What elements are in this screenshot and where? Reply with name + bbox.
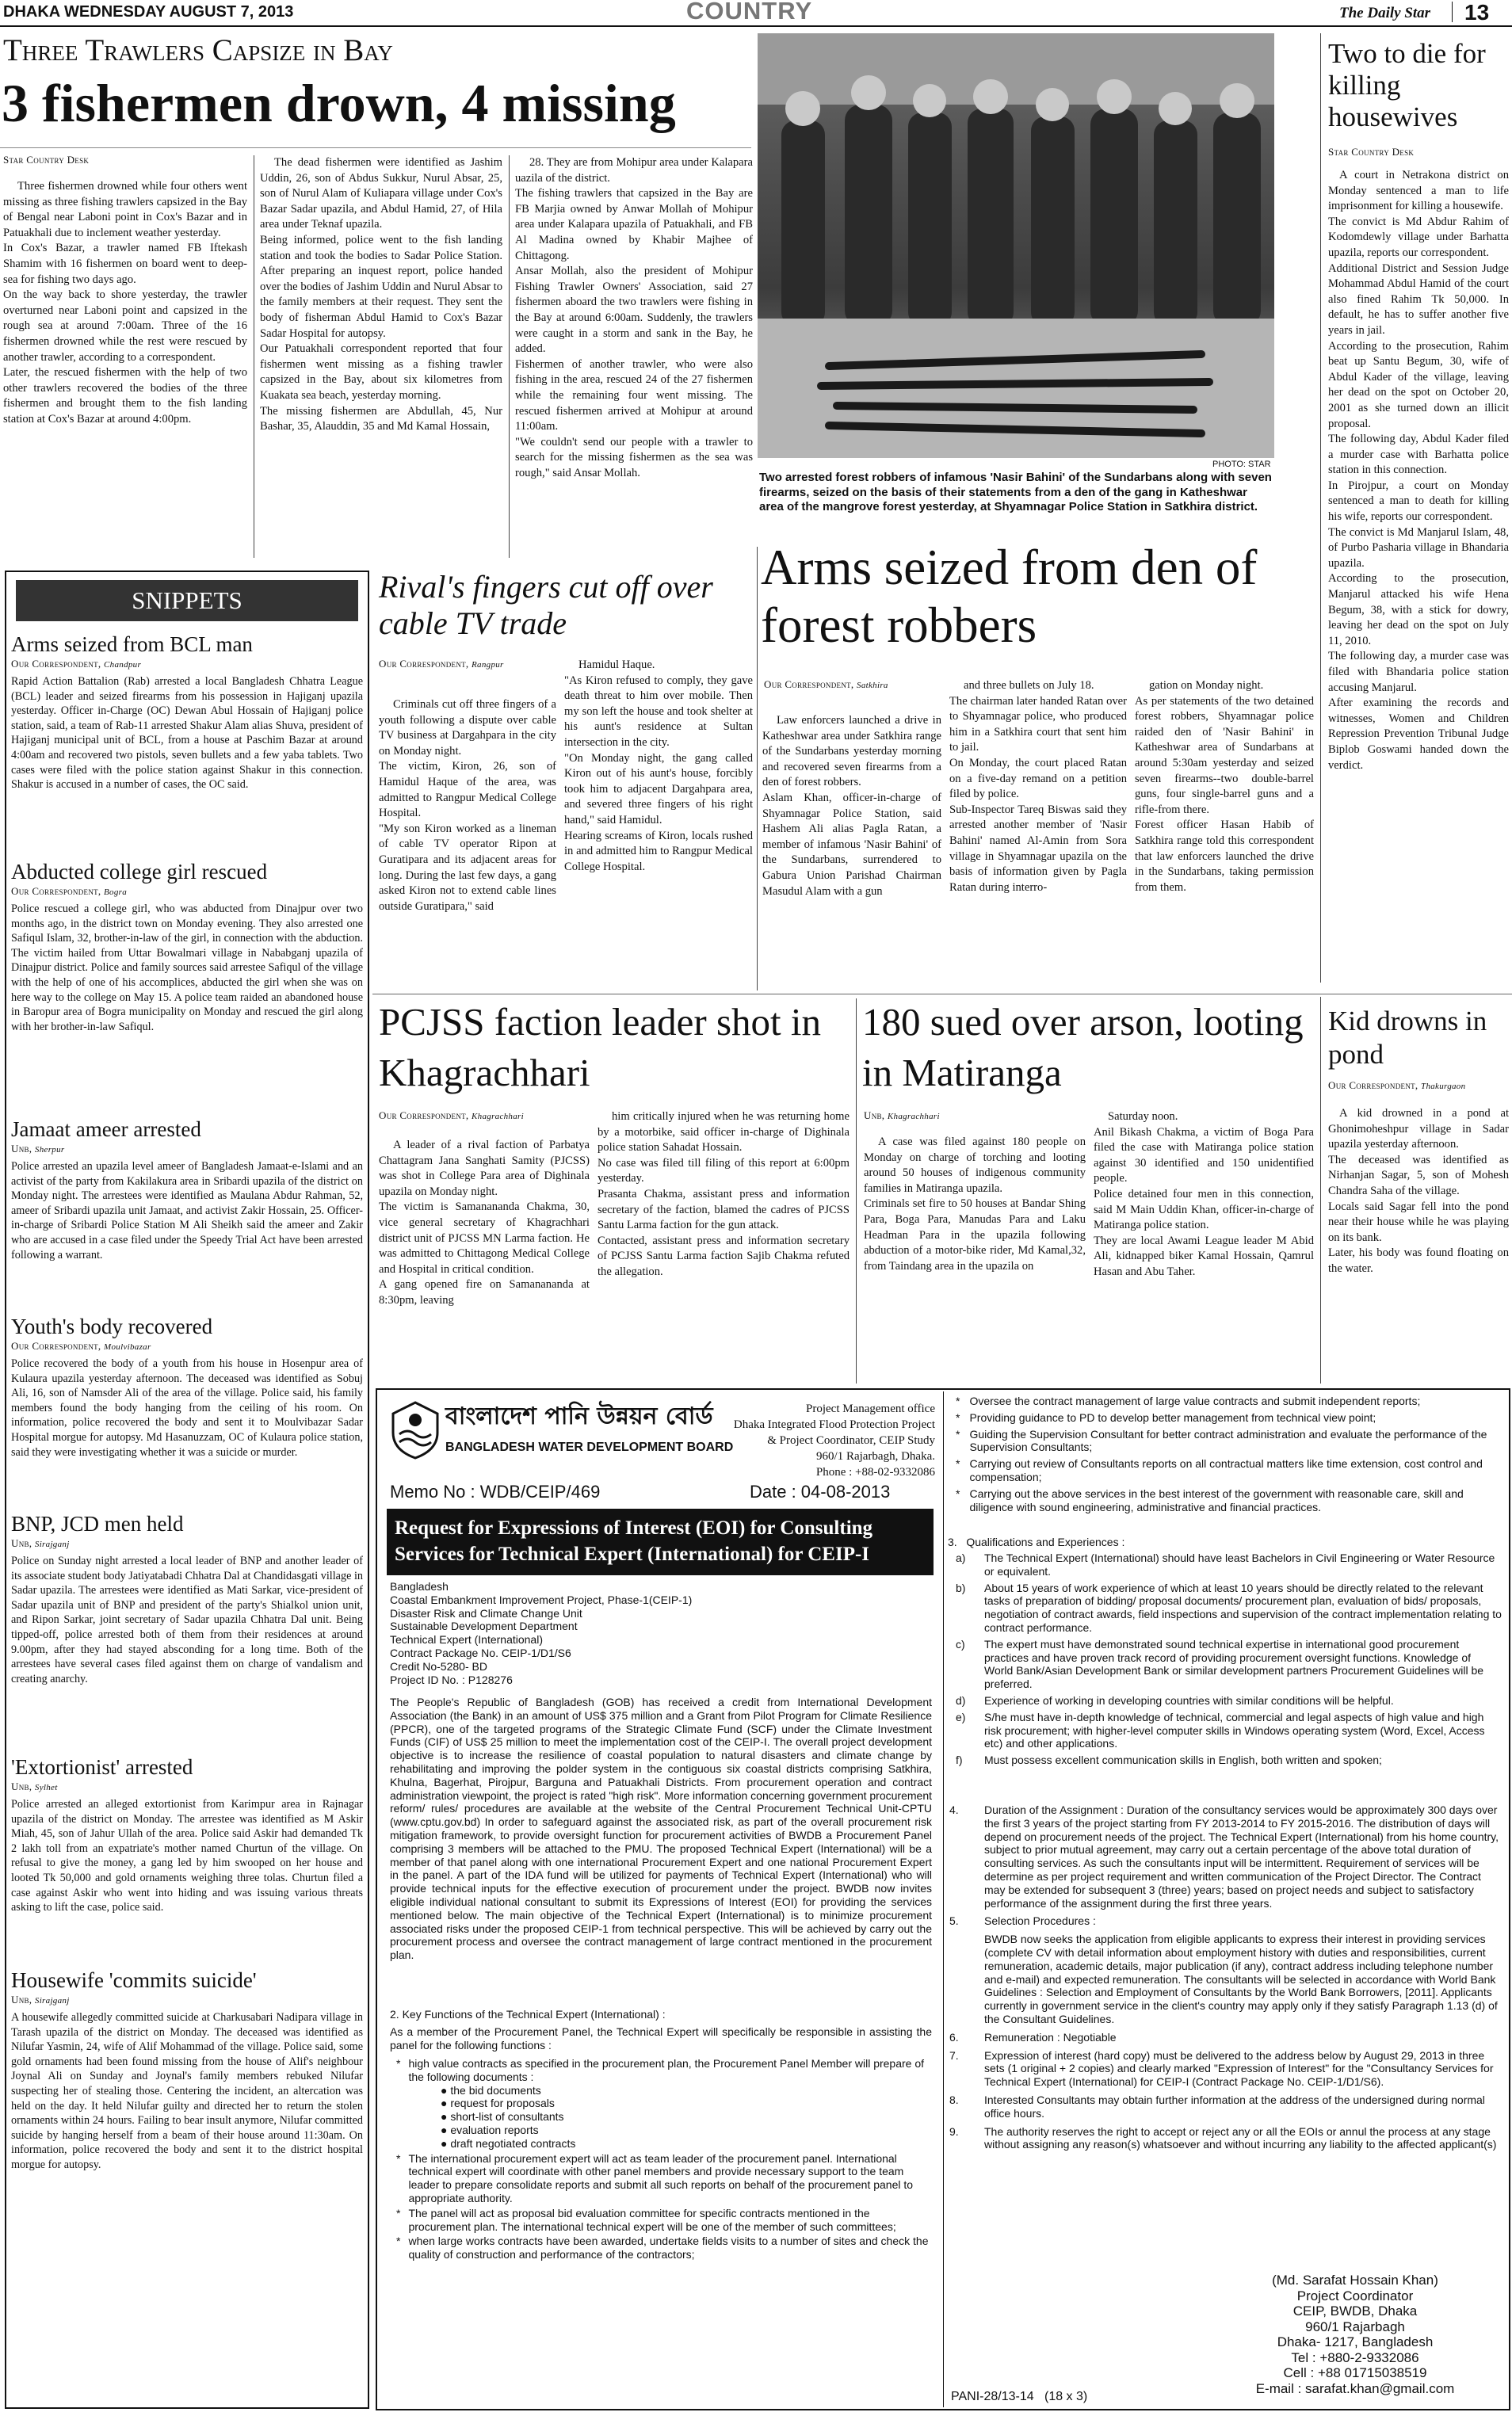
snippet-headline: Jamaat ameer arrested: [11, 1117, 201, 1141]
lead-kicker: Three Trawlers Capsize in Bay: [3, 33, 393, 67]
two-die-byline: Star Country Desk: [1328, 146, 1415, 158]
snippet-item: Abducted college girl rescued Our Correspondent, Bogra Police rescued a college girl, who was abducted from Dinajpur over two months ago, in the district town on Monday evening. They also arrested one Safiqul Islam, 32, brother-in-law of the girl, in connection with the abduction. The victim hailed from Uttar Bowalmari village in Nababganj upazila of Dinajpur district. Police and family sources said arrestee Safiqul of the village with the help of one of his accomplices, abducted the girl when she was on here way to the college on May 15. A police team raided an abandoned house in Baropur area of Bogra municipality on Monday and rescued the girl along with her brother-in-law Safiqul.: [11, 858, 363, 1109]
oversight-item: Providing guidance to PD to develop better management from technical view point;: [969, 1410, 1376, 1424]
snippet-byline: Our Correspondent: [11, 658, 98, 670]
arms-col1: Law enforcers launched a drive in Katheshwar area under Satkhira range of the Sundarbans yesterday morning and recovered seven firearms from a den of forest robbers. Aslam Khan, officer-in-charge of Shyamnagar Police Station, said Hashem Ali alias Pagla Ratan, a member of infamous 'Nasir Bahini' of the Sundarbans, surrendered to Gabura Union Parishad Chairman Masudul Alam with a gun: [762, 714, 941, 898]
rival-byline: Our Correspondent: [379, 658, 466, 670]
section-item: Expression of interest (hard copy) must be delivered to the address below by August 29, 2013 in three sets (1 original + 2 copies) and clearly marked "Expression of Interest" for the "Consultancy Services for Technical Expert (International) for CEIP-I (Contract Package No. CEIP-1/D1/S6).: [984, 2048, 1494, 2089]
snippet-headline: Youth's body recovered: [11, 1315, 213, 1338]
snippet-body: Police arrested an upazila level ameer of Bangladesh Jamaat-e-Islami and an activist of the party from Kakilakura area in Sribardi upazila of the district on Monday night. The arrestees were identified as Maulana Abdur Rahman, 52, ameer of Sribardi upazila unit Jamaat, and activist Zakir Hossain, 25. Officer-in-charge of Sribardi Police Station M Ali Sheikh said the ameer and Zakir who are accused in a case filed under the Speedy Trial Act have been arrested following a warrant.: [11, 1160, 363, 1261]
ad-reference: PANI-28/13-14 (18 x 3): [951, 2390, 1088, 2403]
pcjss-headline: PCJSS faction leader shot in Khagrachhari: [379, 1000, 822, 1094]
snippet-place: Moulvibazar: [104, 1342, 151, 1352]
snippet-place: Bogra: [104, 887, 128, 897]
masthead: [0, 0, 1512, 27]
qualification-item: S/he must have in-depth knowledge of technical, commercial and legal aspects of high value and high risk procurement; with higher-level computer skills in Windows operating system (Word, Excel, Access etc) and other applications.: [984, 1710, 1485, 1750]
section-item: BWDB now seeks the application from eligible applicants to express their interest in providing services (complete CV with detail information about employment history with duties and responsibilities, current remuneration, academic details, major publication (if any), contract address including telephone number and e-mail) and expected remuneration. The consultants will be selected in accordance with World Bank Guidelines : Selection and Employment of Consultants by the World Bank Borrowers, [2011]. Applicants currently in government service in the client's country may apply only if they satisfy Paragraph 1.13 (d) of the Consultant Guidelines.: [984, 1933, 1498, 2025]
doc-item: ● the bid documents: [441, 2083, 541, 2097]
eoi-title-banner: Request for Expressions of Interest (EOI) for Consulting Services for Technical Expert (International) for CEIP-I: [387, 1509, 934, 1575]
dateline: DHAKA WEDNESDAY AUGUST 7, 2013: [3, 3, 294, 21]
section-item: Duration of the Assignment : Duration of the consultancy services would be approximately 300 days over the first 3 years of the project starting from FY 2013-2014 to FY 2015-2016. The distribution of days will depend on procurement needs of the project. The Technical Expert (International) from his home country, subject to prior mutual agreement, may carry out a certain percentage of the above total duration of consulting services. As such the consultants input will be intermittent. Requirement of services will be determine as per project requirement and written communication of the Project Director. The Contract may be extended for subsequent 3 (three) years; based on project needs and subject to satisfactory performance of the assignment during the first three years.: [984, 1803, 1499, 1910]
snippet-byline: Our Correspondent: [11, 1340, 98, 1352]
arms-headline: Arms seized from den of forest robbers: [761, 540, 1258, 653]
project-info: Bangladesh Coastal Embankment Improvement Project, Phase-1(CEIP-1) Disaster Risk and Climate Change Unit Sustainable Development Department Technical Expert (International) Contract Package No. CEIP-1/D1/S6 Credit No-5280- BD Project ID No. : P128276: [390, 1580, 693, 1686]
snippet-place: Sylhet: [34, 1783, 58, 1792]
qualification-item: The Technical Expert (International) should have least Bachelors in Civil Engineering or Water Resource or equivalent.: [984, 1552, 1495, 1578]
pcjss-place: Khagrachhari: [472, 1112, 524, 1121]
bwdb-logo: [390, 1401, 441, 1460]
doc-item: ● draft negotiated contracts: [441, 2136, 576, 2150]
snippet-body: Police rescued a college girl, who was abducted from Dinajpur over two months ago, in the district town on Monday evening. They also arrested one Safiqul Islam, 32, brother-in-law of the girl, in connection with the abduction. The victim hailed from Uttar Bowalmari village in Nababganj upazila of Dinajpur district. Police and family sources said arrestee Safiqul of the village with the help of one of his accomplices, abducted the girl when she was on here way to the college on May 15. A police team raided an abandoned house in Baropur area of Bogra municipality on Monday and rescued the girl along with her brother-in-law Safiqul.: [11, 903, 363, 1033]
arms-place: Satkhira: [857, 681, 888, 690]
oversight-item: Guiding the Supervision Consultant for better contract administration and evaluate the performance of the Supervision Consultants;: [969, 1427, 1487, 1454]
key-function-item: high value contracts as specified in the procurement plan, the Procurement Panel Member will prepare of the following documents :: [408, 2057, 925, 2083]
snippet-byline: Unb: [11, 1781, 29, 1792]
snippet-headline: Housewife 'commits suicide': [11, 1968, 257, 1992]
snippet-item: Jamaat ameer arrested Unb, Sherpur Police arrested an upazila level ameer of Bangladesh Jamaat-e-Islami and an activist of the party from Kakilakura area in Sribardi upazila of the district on Monday night. The arrestees were identified as Maulana Abdur Rahman, 52, ameer of Sribardi upazila unit Jamaat, and activist Zakir Hossain, 25. Officer-in-charge of Sribardi Police Station M Ali Sheikh said the ameer and Zakir who are accused in a case filed under the Speedy Trial Act have been arrested following a warrant.: [11, 1116, 363, 1307]
arms-col3: gation on Monday night. As per statements of the two detained forest robbers, Shyamnagar police raided den of 'Nasir Bahini' in Katheshwar area of Sundarbans at around 5:30am yesterday and seized seven firearms--two double-barrel guns, four single-barrel guns and a rifle-from there. Forest officer Hasan Habib of Satkhira range told this correspondent that law enforcers launched the drive in the Sundarbans, taking permission from them.: [1135, 679, 1314, 894]
doc-item: ● request for proposals: [441, 2097, 555, 2110]
qualification-item: About 15 years of work experience of which at least 10 years should be directly related to the relevant tasks of preparation of bidding/ proposal documents/ procurement plan, evaluation of bids/ proposals, negotiation of contract awards, field inspections and supervision of the contract implementation relating to contract performance.: [984, 1581, 1502, 1634]
rival-headline: Rival's fingers cut off over cable TV trade: [379, 569, 713, 641]
signature-block: (Md. Sarafat Hossain Khan) Project Coordinator CEIP, BWDB, Dhaka 960/1 Rajarbagh Dhaka- 1217, Bangladesh Tel : +880-2-9332086 Cell : +88 01715038519 E-mail : sarafat.khan@gmail.com: [1255, 2273, 1455, 2396]
doc-item: ● short-list of consultants: [441, 2110, 564, 2124]
snippet-headline: Abducted college girl rescued: [11, 860, 268, 884]
sued-byline: Unb: [864, 1109, 882, 1121]
rival-place: Rangpur: [472, 660, 504, 670]
kid-headline: Kid drowns in pond: [1328, 1006, 1487, 1070]
bwdb-office-address: Project Management office Dhaka Integrated Flood Protection Project & Project Coordinator, CEIP Study 960/1 Rajarbagh, Dhaka. Phone : +88-02-9332086: [733, 1403, 935, 1479]
snippet-place: Sherpur: [34, 1145, 65, 1155]
key-functions-list: * high value contracts as specified in the procurement plan, the Procurement Panel Member will prepare of the following documents : ● the bid documents ● request for proposals ● short-list of consultants ● evaluation reports ● draft negotiated contracts * The international procurement expert will act as team leader of the procurement panel. International technical expert will coordinate with other panel members and provide necessary support to the team leader to prepare consolidate reports and submit all such reports on behalf of the procurement panel to appropriate authority. * The panel will act as proposal bid evaluation committee for specific contracts mentioned in the procurement plan. The international technical expert will be one of the member of such committees; * when large works contracts have been awarded, undertake fields visits to a number of sites and check the quality of construction and performance of the contractors;: [396, 2057, 930, 2261]
snippet-byline: Unb: [11, 1537, 29, 1549]
page-number: 13: [1464, 0, 1490, 25]
section-item: Interested Consultants may obtain further information at the address of the undersigned during normal office hours.: [984, 2093, 1485, 2120]
kid-body: A kid drowned in a pond at Ghonimoheshpur village in Sadar upazila yesterday afternoon. The deceased was identified as Nirhanjan Sagar, 5, son of Mohesh Chandra Saha of the village. Locals said Sagar fell into the pond near their house while he was playing on its bank. Later, his body was found floating on the water.: [1328, 1107, 1509, 1275]
section-title: COUNTRY: [686, 0, 813, 25]
arms-col2: and three bullets on July 18. The chairman later handed Ratan over to Shyamnagar police, who produced him in a Satkhira court that sent him to jail. On Monday, the court placed Ratan on a five-day remand on a petition filed by police. Sub-Inspector Tareq Biswas said they arrested another member of 'Nasir Bahini' named Al-Amin from Sora village in Shyamnagar upazila on the basis of information given by Pagla Ratan during interro-: [949, 679, 1127, 894]
snippets-list: [11, 631, 363, 2264]
snippet-body: Police recovered the body of a youth from his house in Hosenpur area of Kulaura upazila yesterday afternoon. The deceased was identified as Sobuj Ali, 16, son of Namsder Ali of the area of the village. Police said, his family members found the body hanging from the ceiling of his room. On information, police recovered the body and sent it to Moulvibazar Sadar Hospital morgue for autopsy. Md Hasanuzzam, OC of Kulaura police station, said they were investigating whether it was a suicide or murder.: [11, 1357, 363, 1459]
qualification-item: Experience of working in developing countries with similar conditions will be helpful.: [984, 1693, 1394, 1707]
lead-col2: The dead fishermen were identified as Jashim Uddin, 26, son of Abdus Sukkur, Nurul Absar, 25, son of Nurul Alam of Kuliapara village under Cox's Bazar Sadar upazila, and Abdul Hamid, 27, of Hila area under Teknaf upazila. Being informed, police went to the fish landing station and took the bodies to Sadar Police Station. After preparing an inquest report, police handed over the bodies of Jashim Uddin and Nurul Absar to the family members at their request. They sent the body of fisherman Abdul Hamid to Cox's Bazar Sadar Hospital for autopsy. Our Patuakhali correspondent reported that four fishermen went missing as a fishing trawler capsized in the Bay, about six kilometres from Kuakata sea beach, yesterday morning. The missing fishermen are Abdullah, 45, Nur Bashar, 35, Alauddin, 35 and Md Kamal Hossain,: [260, 156, 502, 433]
snippet-headline: 'Extortionist' arrested: [11, 1755, 193, 1779]
sued-col1: A case was filed against 180 people on Monday on charge of torching and looting around 50 houses of indigenous community families in Matiranga upazila. Criminals set fire to 50 houses at Bandar Shing Para, Boga Para, Manudas Para and Laku Headman Para in the upazila following abduction of a motor-bike rider, Md Kamal,32, from Taindang area in the upazila on: [864, 1135, 1086, 1273]
section-item: Selection Procedures :: [984, 1914, 1096, 1928]
bwdb-bangla-name: বাংলাদেশ পানি উন্নয়ন বোর্ড: [445, 1403, 713, 1430]
snippet-body: Rapid Action Battalion (Rab) arrested a local Bangladesh Chhatra League (BCL) leader and seized firearms from his possession in Hajiganj upazila yesterday. Officer in-Charge (OC) Dewan Abul Hossain of Hajiganj police station, said, a team of Rab-11 arrested Shakur Alam alias Shuva, president of Hajiganj municipal unit of BCL, from a house at Paschim Bazar at around 4:00am and recovered two pistols, seven bullets and a few yaba tablets. Two cases were filed with the police station against Shakur in this connection. Shakur is accused in a number of cases, the OC said.: [11, 675, 363, 792]
pcjss-col2: him critically injured when he was returning home by a motorbike, said officer in-charge of Dighinala police station Sahadat Hossain. No case was filed till filing of this report at 6:00pm yesterday. Prasanta Chakma, assistant press and information secretary of the faction, blamed the cadres of PJCSS Santu Larma faction for the gun attack. Contacted, assistant press and information secretary of PCJSS Santu Larma faction Sajib Chakma refuted the allegation.: [598, 1110, 850, 1278]
sued-headline: 180 sued over arson, looting in Matiranga: [862, 1000, 1304, 1094]
kid-place: Thakurgaon: [1421, 1082, 1466, 1091]
right-bullets: * Oversee the contract management of large value contracts and submit independent reports; * Providing guidance to PD to develop better management from technical view point; * Guiding the Supervision Consultant for better contract administration and evaluate the performance of the Supervision Consultants; * Carrying out review of Consultants reports on all contractual matters like time extension, cost control and compensation; * Carrying out the above services in the best interest of the government with reasonable care, skill and diligence with sound engineering, administrative and financial practices.: [956, 1395, 1502, 1517]
section-item: The authority reserves the right to accept or reject any or all the EOIs or annul the process at any stage without assigning any reason(s) whatsoever and without incurring any liability to the affected applicant(s): [984, 2124, 1497, 2151]
lead-byline: Star Country Desk: [3, 154, 90, 166]
snippet-byline: Unb: [11, 1143, 29, 1155]
photo-caption: Two arrested forest robbers of infamous 'Nasir Bahini' of the Sundarbans along with seven firearms, seized on the basis of their statements from a den of the gang in Katheshwar area of the mangrove forest yesterday, at Shyamnagar Police Station in Satkhira district.: [759, 471, 1272, 513]
memo-date: Date : 04-08-2013: [750, 1482, 891, 1502]
snippet-body: A housewife allegedly committed suicide at Charkusabari Nadipara village in Tarash upazila of the district on Monday. The deceased was identified as Nilufar Yasmin, 24, wife of Alif Mohammad of the village. Police said, some gold ornaments had been found missing from the house of Alif's neighbour Joynal Ali on Sunday and Joynal's family members rebuked Nilufar suspecting her of stealing those. Centering the incident, an altercation was held on the day. It held Nilufar guilty and directed her to return the stolen ornaments within 24 hours. Failing to bear insult anymore, Nilufar committed suicide by hanging herself from a beam of their house around 11:30am. On information, police recovered the body and sent it to the district hospital morgue for autopsy.: [11, 2011, 363, 2171]
snippet-headline: BNP, JCD men held: [11, 1512, 184, 1536]
snippet-body: Police arrested an alleged extortionist from Karimpur area in Rajnagar upazila of the district on Monday. The arrestee was identified as M Askir Miah, 45, son of Jahur Ullah of the area. Police said Askir had demanded Tk 2 lakh toll from an expatriate's mother named Churtun of the village. On refusal to give the money, a gang led by him swooped on her house and looted Tk 50,000 and gold ornaments weighing three tolas. Churtun filed a case against Askir who went into hiding and was issuing various threats asking to lift the case, police said.: [11, 1798, 363, 1914]
snippet-place: Sirajganj: [34, 1996, 70, 2006]
snippet-item: BNP, JCD men held Unb, Sirajganj Police on Sunday night arrested a local leader of BNP and another leader of its associate student body Jatiyatabadi Chhatra Dal at Chandidasgati village in Sadar upazila. The arrestees were identified as Mati Sarkar, vice-president of Sadar upazila unit of BNP and president of the party's Shialkol union unit, and Ripon Sarkar, joint secretary of Sadar upazila Chhatra Dal unit. Being tipped-off, police arrested both of them from their residences at around 9.00pm, after they had stayed absconding for a long time. Both of the arrestees have several cases filed against them on charge of vandalism and creating anarchy.: [11, 1510, 363, 1747]
two-die-headline: Two to die for killing housewives: [1328, 38, 1486, 132]
oversight-item: Oversee the contract management of large value contracts and submit independent reports;: [969, 1395, 1421, 1407]
key-function-item: when large works contracts have been awarded, undertake fields visits to a number of sites and check the quality of construction and performance of the contractors;: [408, 2235, 929, 2261]
bwdb-english-name: BANGLADESH WATER DEVELOPMENT BOARD: [445, 1441, 734, 1454]
rival-col2: Hamidul Haque. "As Kiron refused to comply, they gave death threat to him over mobile. Then my son left the house and took shelter at his aunt's residence at Sultan intersection in the city. "On Monday night, the gang called Kiron out of his aunt's house, forcibly took him to adjacent Dargahpara area, and severed three fingers of his right hand," said Hamidul. Hearing screams of Kiron, locals rushed in and admitted him to Rangpur Medical College Hospital.: [564, 658, 753, 873]
oversight-item: Carrying out the above services in the best interest of the government with reasonable care, skill and diligence with sound engineering, administrative and financial practices.: [969, 1487, 1464, 1513]
sued-col2: Saturday noon. Anil Bikash Chakma, a victim of Boga Para filed the case with Matiranga police station against 30 identified and 150 unidentified people. Police detained four men in this connection, said M Main Uddin Khan, officer-in-charge of Matiranga police station. They are local Awami League leader M Abid Ali, kidnapped biker Kamal Hossain, Qamrul Hasan and Abu Taher.: [1094, 1110, 1314, 1278]
snippet-item: Arms seized from BCL man Our Correspondent, Chandpur Rapid Action Battalion (Rab) arrested a local Bangladesh Chhatra League (BCL) leader and seized firearms from his possession in Hajiganj upazila yesterday. Officer in-Charge (OC) Dewan Abul Hossain of Hajiganj police station, said, a team of Rab-11 arrested Shakur Alam alias Shuva, president of Hajiganj municipal unit of BCL, from a house at Paschim Bazar at around 4:00am and recovered two pistols, seven bullets and a few yaba tablets. Two cases were filed with the police station against Shakur in this connection. Shakur is accused in a number of cases, the OC said.: [11, 631, 363, 852]
sued-place: Khagrachhari: [887, 1112, 940, 1121]
key-function-item: The panel will act as proposal bid evaluation committee for specific contracts mentioned in the procurement plan. The international technical expert will be one of the member of such committees;: [408, 2206, 896, 2233]
snippet-byline: Unb: [11, 1994, 29, 2006]
qualification-item: The expert must have demonstrated sound technical expertise in international good procurement practices and have proven track record of providing procurement oversight functions. Knowledge of World Bank/Asian Development Bank or similar development partners Procurement Guidelines will be preferred.: [984, 1637, 1484, 1691]
snippet-item: 'Extortionist' arrested Unb, Sylhet Police arrested an alleged extortionist from Karimpur area in Rajnagar upazila of the district on Monday. The arrestee was identified as M Askir Miah, 45, son of Jahur Ullah of the area. Police said Askir had demanded Tk 2 lakh toll from an expatriate's mother named Churtun of the village. On refusal to give the money, a gang led by him swooped on her house and looted Tk 50,000 and gold ornaments weighing three tolas. Churtun filed a case against Askir who went into hiding and was issuing various threats asking to lift the case, police said.: [11, 1754, 363, 1960]
oversight-item: Carrying out review of Consultants reports on all contractual matters like time extension, cost control and compensation;: [969, 1457, 1483, 1483]
memo-number: Memo No : WDB/CEIP/469: [390, 1482, 601, 1502]
snippet-byline: Our Correspondent: [11, 885, 98, 897]
doc-item: ● evaluation reports: [441, 2123, 539, 2136]
snippet-item: Youth's body recovered Our Correspondent, Moulvibazar Police recovered the body of a youth from his house in Hosenpur area of Kulaura upazila yesterday afternoon. The deceased was identified as Sobuj Ali, 16, son of Namsder Ali of the area of the village. Police said, his family members found the body hanging from the ceiling of his room. On information, police recovered the body and sent it to Moulvibazar Sadar Hospital morgue for autopsy. Md Hasanuzzam, OC of Kulaura police station, said they were investigating whether it was a suicide or murder.: [11, 1313, 363, 1504]
snippets-title: SNIPPETS: [16, 580, 358, 621]
key-functions-intro: As a member of the Procurement Panel, the Technical Expert will specifically be responsible in assisting the panel for the following functions :: [390, 2025, 932, 2052]
snippet-headline: Arms seized from BCL man: [11, 632, 253, 656]
photo-credit: PHOTO: STAR: [1212, 460, 1271, 469]
qualification-item: Must possess excellent communication skills in English, both written and spoken;: [984, 1754, 1382, 1767]
lead-col3: 28. They are from Mohipur area under Kalapara uazila of the district. The fishing trawlers that capsized in the Bay are FB Marjia owned by Anwar Mollah of Mohipur area under Kalapara upazila of Patuakhali, and FB Al Madina owned by Khabir Majhee of Chittagong. Ansar Mollah, also the president of Mohipur Fishing Trawler Owners' Association, said 27 fishermen aboard the two trawlers were fishing in the Bay at around 6:00am. Suddenly, the trawlers were caught in a storm and sank in the Bay, he added. Fishermen of another trawler, who were also fishing in the area, rescued 24 of the 27 fishermen while the remaining four went missing. The rescued fishermen arrived at Mohipur at around 11:00am. "We couldn't send our people with a trawler to search for the missing fishermen as the sea was rough," said Ansar Mollah.: [515, 156, 753, 479]
pcjss-col1: A leader of a rival faction of Parbatya Chattagram Jana Sanghati Samity (PJCSS) was shot in College Para area of Dighinala upazila on Monday night. The victim is Samanananda Chakma, 30, vice general secretary of Khagrachhari district unit of PJCSS MN Larma faction. He was admitted to Chittagong Medical College and Hospital in critical condition. A gang opened fire on Samanananda at 8:30pm, leaving: [379, 1139, 590, 1307]
lead-headline: 3 fishermen drown, 4 missing: [2, 73, 676, 133]
snippet-place: Chandpur: [104, 660, 142, 670]
snippet-item: Housewife 'commits suicide' Unb, Sirajganj A housewife allegedly committed suicide at Charkusabari Nadipara village in Tarash upazila of the district on Monday. The deceased was identified as Nilufar Yasmin, 24, wife of Alif Mohammad of the village. Police said, some gold ornaments had been found missing from the house of Alif's neighbour Joynal Ali on Sunday and Joynal's family members rebuked Nilufar suspecting her of stealing those. Centering the incident, an altercation was held on the day. It held Nilufar guilty and directed her to return the stolen ornaments within 24 hours. Failing to bear insult anymore, Nilufar committed suicide by hanging herself from a beam of their house around 11:30am. On information, police recovered the body and sent it to the district hospital morgue for autopsy.: [11, 1967, 363, 2264]
paper-name: The Daily Star: [1339, 5, 1431, 21]
key-functions-title: 2. Key Functions of the Technical Expert (International) :: [390, 2008, 666, 2021]
section-item: Remuneration : Negotiable: [984, 2030, 1117, 2044]
snippet-place: Sirajganj: [34, 1540, 70, 1549]
pcjss-byline: Our Correspondent: [379, 1109, 466, 1121]
numbered-sections: 4. Duration of the Assignment : Duration of the consultancy services would be approximately 300 days over the first 3 years of the project starting from FY 2013-2014 to FY 2015-2016. The distribution of days will depend on procurement needs of the project. The Technical Expert (International) from his home country, subject to prior mutual agreement, may carry out a certain percentage of the above total duration of consulting services. As such the consultants input will be intermittent. Requirement of services will be determine as per project requirement and written communication of the Project Director. The Contract may be extended for subsequent 3 (three) years; based on project needs and subject to satisfactory performance of the assignment during the first three years. 5. Selection Procedures : BWDB now seeks the application from eligible applicants to express their interest in providing services (complete CV with detail information about employment history with duties and responsibilities, current remuneration, academic details, major publication (if any), contract address including telephone number and e-mail) and expected remuneration. The consultants will be selected in accordance with World Bank Guidelines : Selection and Employment of Consultants by the World Bank Borrowers, [2011]. Applicants currently in government service in the client's country may apply only if they satisfy Paragraph 1.13 (d) of the Consultant Guidelines. 6. Remuneration : Negotiable 7. Expression of interest (hard copy) must be delivered to the address below by August 29, 2013 in three sets (1 original + 2 copies) and clearly marked "Expression of Interest" for the "Consultancy Services for Technical Expert (International) for CEIP-I (Contract Package No. CEIP-1/D1/S6). 8. Interested Consultants may obtain further information at the address of the undersigned during normal office hours. 9. The authority reserves the right to accept or reject any or all the EOIs or annul the process at any stage without assigning any reason(s) whatsoever and without incurring any liability to the affected applicant(s): [949, 1803, 1502, 2156]
kid-byline: Our Correspondent: [1328, 1079, 1415, 1091]
lead-col1: Three fishermen drowned while four others went missing as three fishing trawlers capsized in the Bay of Bengal near Laboni point in Cox's Bazar and in Patuakhali due to inclement weather yesterday. In Cox's Bazar, a trawler named FB Iftekash Shamim with 16 fishermen on board went to deep-sea for fishing two days ago. On the way back to shore yesterday, the trawler overturned near Laboni point and capsized in the rough sea at around 7:00am. Three of the 16 fishermen drowned while the rest were rescued by another trawler, according to a correspondent. Later, the rescued fishermen with the help of two other trawlers recovered the bodies of the three fishermen and brought them to the fish landing station at Cox's Bazar at around 4:00pm.: [3, 180, 247, 426]
two-die-body: A court in Netrakona district on Monday sentenced a man to life imprisonment for killing a housewife. The convict is Md Abdur Rahim of Kodomdewly village under Barhatta upazila, reports our correspondent. Additional District and Session Judge Mohammad Abdul Hamid of the court also fined Rahim Tk 50,000. In default, he has to suffer another five years in jail. According to the prosecution, Rahim beat up Santu Begum, 30, wife of Abdul Kader of the village, leaving her dead on the spot on October 20, 2001 as she turned down an illicit proposal. The following day, Abdul Kader filed a murder case with Barhatta police station in this connection. In Pirojpur, a court on Monday sentenced a man to death for killing his wife, reports our correspondent. The convict is Md Manjarul Islam, 48, of Purbo Pasharia village in Bhandaria upazila. According to the prosecution, Manjarul attacked his wife Hena Begum, 38, with a stick for dowry, leaving her dead on the spot on July 11, 2010. The following day, a murder case was filed with Bhandaria police station accusing Manjarul. After examining the records and witnesses, Women and Children Repression Prevention Tribunal Judge Biplob Goswami handed down the verdict.: [1328, 169, 1509, 772]
key-function-item: The international procurement expert will act as team leader of the procurement panel. International technical expert will coordinate with other panel members and provide necessary support to the team leader to prepare consolidate reports and submit all such reports on behalf of the procurement panel to appropriate authority.: [408, 2151, 914, 2204]
snippet-body: Police on Sunday night arrested a local leader of BNP and another leader of its associate student body Jatiyatabadi Chhatra Dal at Chandidasgati village in Sadar upazila. The arrestees were identified as Mati Sarkar, vice-president of Sadar upazila unit of BNP and president of the party's Shialkol union unit, and Ripon Sarkar, joint secretary of Sadar upazila Chhatra Dal unit. Being tipped-off, police arrested both of them from their residences at around 9.00pm, after they had stayed absconding for a long time. Both of the arrestees have several cases filed against them on charge of vandalism and creating anarchy.: [11, 1555, 363, 1685]
qualifications-list: a) The Technical Expert (International) should have least Bachelors in Civil Engineering or Water Resource or equivalent. b) About 15 years of work experience of which at least 10 years should be directly related to the relevant tasks of preparation of bidding/ proposal documents/ procurement plan, evaluation of bids/ proposals, negotiation of contract awards, field inspections and supervision of the contract implementation relating to contract performance. c) The expert must have demonstrated sound technical expertise in international good procurement practices and have proven track record of providing procurement oversight functions. Knowledge of World Bank/Asian Development Bank or similar development partners Procurement Guidelines will be preferred. d) Experience of working in developing countries with similar conditions will be helpful. e) S/he must have in-depth knowledge of technical, commercial and legal aspects of high value and high risk procurement; with higher-level computer skills in Windows operating system (Word, Excel, Access etc) and other applications. f) Must possess excellent communication skills in English, both written and spoken;: [956, 1552, 1502, 1767]
forest-robbers-photo: [758, 33, 1274, 458]
rival-col1: Criminals cut off three fingers of a youth following a dispute over cable TV business at Dargahpara in the city on Monday night. The victim, Kiron, 26, son of Hamidul Haque of the area, was admitted to Rangpur Medical College Hospital. "My son Kiron worked as a lineman of cable TV operator Ripon at Guratipara and its adjacent areas for long. During the last few days, a gang asked Kiron not to extend cable lines outside Guratipara," said: [379, 698, 556, 913]
arms-byline: Our Correspondent: [764, 678, 851, 690]
eoi-intro: The People's Republic of Bangladesh (GOB) has received a credit from International Development Association (the Bank) in an amount of US$ 375 million and a Grant from Pilot Program for Climate Resilience (PPCR), one of the targeted programs of the Strategic Climate Fund (SCF) under the Climate Investment Funds (CIF) of US$ 25 million to meet the implementation cost of the CEIP-I. The overall project development objective is to increase the resilience of coastal population to natural disasters and climate change by rehabilitating and improving the polder system in the contiguous six coastal districts comprising Satkhira, Khulna, Bagerhat, Pirojpur, Barguna and Patuakhali Districts. From procurement operation and contract administration viewpoint, the project is rated "high risk". More information concerning government procurement reform/ rules/ procedures are available at the website of the Central Procurement Technical Unit-CPTU (www.cptu.gov.bd) In order to safeguard against the associated risk, as part of the overall procurement risk mitigation framework, to provide oversight function for procurement activities of BWDB a Procurement Panel comprising 3 members will be attached to the PMU. The proposed Technical Expert (International) will be a member of that panel along with one international Procurement Expert and one national Procurement Expert in the panel. A part of the IDA fund will be utilized for payments of Technical Expert (International) who will provide technical inputs for the effective execution of procurement under the project. BWDB now invites eligible individual national consultant to submit its Expressions of Interest (EOI) for providing the services mentioned below. The main objective of the Technical Expert (International) is to minimize procurement associated risks under the proposed CEIP-1 from technical perspective. This will be achieved by carry out the procurement process and oversee the contract management of large contract mentioned in the procurement plan.: [390, 1696, 932, 1962]
qualifications-title: 3. Qualifications and Experiences :: [948, 1536, 1125, 1548]
